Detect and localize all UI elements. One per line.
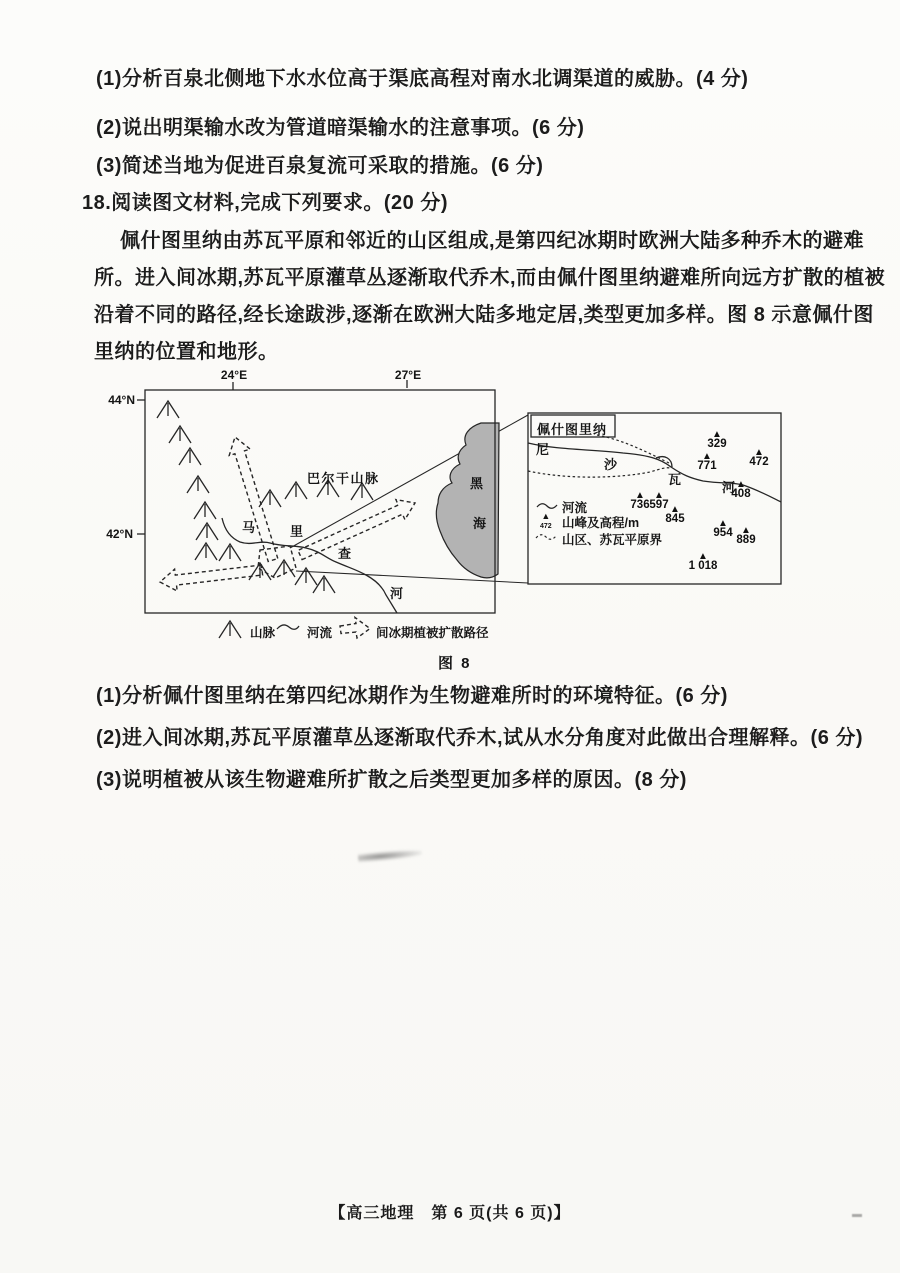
peak-triangle-icon: ▲ <box>654 490 664 501</box>
plain-boundary-south <box>528 468 670 477</box>
legend-spread-arrow <box>340 618 370 639</box>
mountain-symbol <box>169 426 191 443</box>
peak-elevation-value: 889 <box>736 534 756 546</box>
inset-title-label: 佩什图里纳 <box>537 422 608 437</box>
map-legend-symbols <box>219 618 370 639</box>
question18-part1: (1)分析佩什图里纳在第四纪冰期作为生物避难所时的环境特征。(6 分) <box>96 685 728 707</box>
maritsa-river-name-char: 河 <box>390 586 404 601</box>
legend-river-symbol <box>537 504 557 509</box>
question18-intro-line1: 佩什图里纳由苏瓦平原和邻近的山区组成,是第四纪冰期时欧洲大陆多种乔木的避难 <box>120 230 865 252</box>
nishava-river-name-char: 河 <box>722 480 736 495</box>
mountain-symbol <box>285 482 307 499</box>
peak-elevation-value: 954 <box>713 527 733 539</box>
peak-elevation <box>736 527 755 546</box>
mountain-symbol <box>259 490 281 507</box>
lat-label-44n: 44°N <box>108 393 135 407</box>
peak-triangle-icon: ▲ <box>741 525 751 536</box>
peak-elevation <box>713 520 732 539</box>
maritsa-river-name-char: 查 <box>338 546 352 561</box>
mountain-symbol <box>187 476 209 493</box>
question18-header: 18.阅读图文材料,完成下列要求。(20 分) <box>82 192 448 214</box>
figure-8 <box>100 368 800 670</box>
mountain-symbol <box>179 448 201 465</box>
nishava-river-name-char: 尼 <box>536 442 550 457</box>
legend-boundary-symbol <box>536 535 556 540</box>
lon-label-27e: 27°E <box>394 368 422 382</box>
nishava-river-name-char: 沙 <box>604 457 618 472</box>
legend-spread-label: 间冰期植被扩散路径 <box>376 626 489 640</box>
peak-elevation-value: 472 <box>749 456 769 468</box>
refuge-site-box <box>258 546 296 578</box>
mountain-symbol <box>295 568 317 585</box>
peak-elevation-value: 771 <box>697 460 717 472</box>
peak-triangle-icon: ▲ <box>670 504 680 515</box>
legend-mountain-symbol <box>219 621 241 638</box>
peak-elevation-value: 408 <box>731 488 751 500</box>
peak-elevation <box>707 431 726 450</box>
peak-triangle-icon: ▲ <box>702 451 712 462</box>
balkan-range-label: 巴尔干山脉 <box>307 471 380 486</box>
question17-part3: (3)简述当地为促进百泉复流可采取的措施。(6 分) <box>96 155 544 177</box>
scan-smudge <box>358 848 423 863</box>
mountain-symbol <box>195 543 217 560</box>
question17-part1: (1)分析百泉北侧地下水水位高于渠底高程对南水北调渠道的威胁。(4 分) <box>96 68 749 90</box>
peak-elevation-value: 845 <box>665 513 685 525</box>
inset-legend-river-label: 河流 <box>562 501 588 515</box>
mountain-symbol <box>194 502 216 519</box>
spread-arrow-west <box>160 565 263 591</box>
question18-intro-line3: 沿着不同的路径,经长途跋涉,逐渐在欧洲大陆多地定居,类型更加多样。图 8 示意佩什图 <box>94 304 874 326</box>
question18-intro-line4: 里纳的位置和地形。 <box>94 341 279 363</box>
black-sea-name-char: 海 <box>473 516 487 531</box>
peak-triangle-icon: ▲ <box>635 490 645 501</box>
peak-elevation-value: 597 <box>649 499 669 511</box>
inset-legend-boundary-label: 山区、苏瓦平原界 <box>562 533 663 547</box>
inset-legend-peak-symbol-value: 472 <box>540 523 552 530</box>
peak-elevation-value: 736 <box>630 499 650 511</box>
figure-caption: 图 8 <box>438 655 472 672</box>
peak-triangle-icon: ▲ <box>712 429 722 440</box>
lon-label-24e: 24°E <box>220 368 248 382</box>
legend-river-label: 河流 <box>307 626 333 640</box>
inset-legend-peak-symbol <box>540 511 552 530</box>
page-footer: 【高三地理 第 6 页(共 6 页)】 <box>329 1205 571 1222</box>
maritsa-river-name-char: 马 <box>242 520 256 535</box>
peak-elevation <box>665 506 684 525</box>
maritsa-river-name-char: 里 <box>290 524 304 539</box>
legend-river-wave <box>277 625 299 629</box>
inset-legend-peak-label: 山峰及高程/m <box>562 516 640 530</box>
mountain-symbol <box>219 544 241 561</box>
black-sea-name-char: 黑 <box>470 476 484 491</box>
legend-mountain-label: 山脉 <box>250 626 276 640</box>
peak-elevation <box>697 453 716 472</box>
peak-triangle-icon: ▲ <box>754 447 764 458</box>
question18-intro-line2: 所。进入间冰期,苏瓦平原灌草丛逐渐取代乔木,而由佩什图里纳避难所向远方扩散的植被 <box>94 267 886 289</box>
peak-elevation-value: 1 018 <box>688 560 718 572</box>
peak-triangle-icon: ▲ <box>718 518 728 529</box>
black-sea-shape <box>436 423 499 578</box>
peak-elevation <box>689 553 718 572</box>
peak-elevation-value: 329 <box>707 438 727 450</box>
question18-part3: (3)说明植被从该生物避难所扩散之后类型更加多样的原因。(8 分) <box>96 769 687 791</box>
question18-part2: (2)进入间冰期,苏瓦平原灌草丛逐渐取代乔木,试从水分角度对此做出合理解释。(6 分) <box>96 727 864 749</box>
main-map <box>137 380 499 613</box>
peak-triangle-icon: ▲ <box>698 551 708 562</box>
peak-elevation <box>630 492 649 511</box>
mountain-symbol <box>157 401 179 418</box>
mountain-symbol <box>196 523 218 540</box>
peak-triangle-icon: ▲ <box>736 479 746 490</box>
peak-elevation <box>749 449 768 468</box>
lat-label-42n: 42°N <box>106 527 133 541</box>
peak-triangle-icon: ▲ <box>541 511 551 521</box>
question17-part2: (2)说出明渠输水改为管道暗渠输水的注意事项。(6 分) <box>96 117 585 139</box>
nishava-river-name-char: 瓦 <box>668 472 682 487</box>
